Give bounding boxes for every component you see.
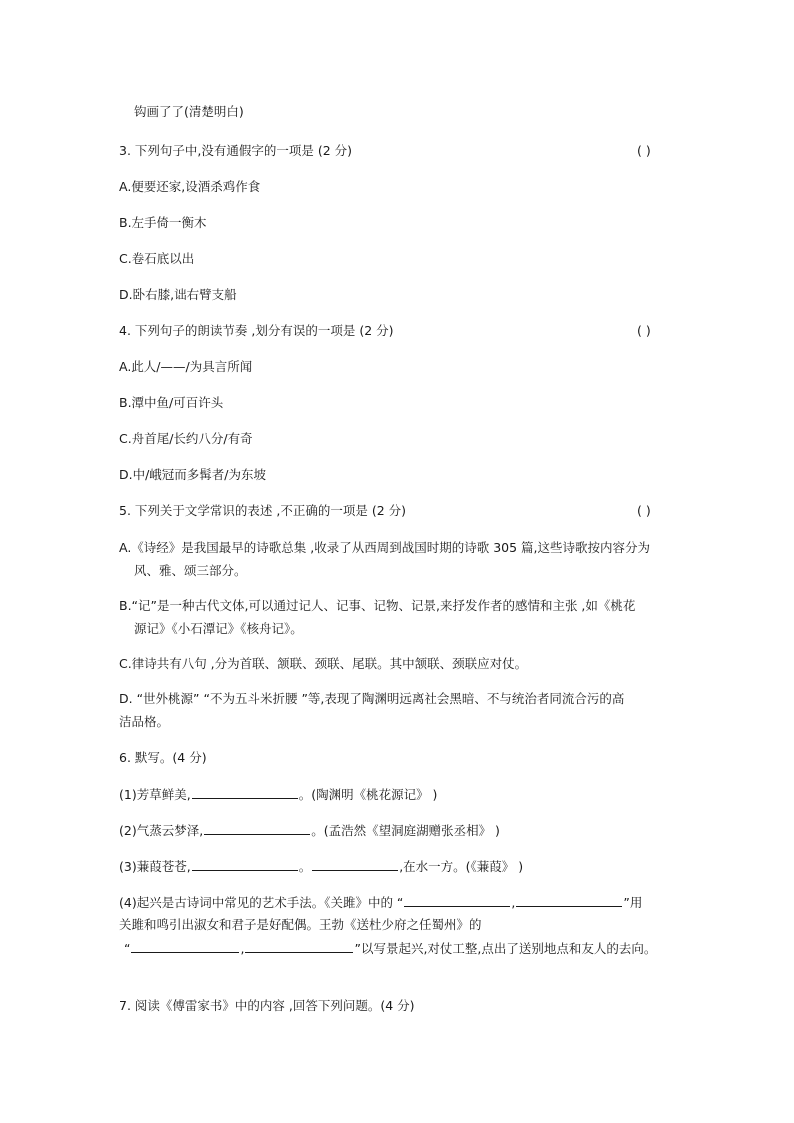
option-a: A.《诗经》是我国最早的诗歌总集 ,收录了从西周到战国时期的诗歌 305 篇,这些诗歌按内容分为 <box>119 540 651 555</box>
fill-in-text: ”用 <box>623 895 643 910</box>
question-6: 6. 默写。(4 分) <box>119 750 207 765</box>
answer-blank[interactable] <box>516 894 622 907</box>
fill-in-4-cont: 关雎和鸣引出淑女和君子是好配偶。王勃《送杜少府之任蜀州》的 <box>119 917 482 932</box>
answer-blank[interactable] <box>131 940 239 953</box>
fill-in-text: , <box>240 941 245 956</box>
answer-blank[interactable] <box>245 940 353 953</box>
fill-in-text: (4)起兴是古诗词中常见的艺术手法。《关雎》中的 “ <box>119 895 404 910</box>
answer-blank[interactable] <box>404 894 510 907</box>
option-d: D. “世外桃源” “不为五斗米折腰 ”等,表现了陶渊明远离社会黑暗、不与统治者同流合污的高 <box>119 691 625 706</box>
option-d: D.卧右膝,诎右臂支船 <box>119 287 237 302</box>
fill-in-text: ,在水一方。(《蒹葭》 ) <box>399 859 524 874</box>
fill-in-3 <box>119 858 523 875</box>
question-3: 3. 下列句子中,没有通假字的一项是 (2 分) <box>119 143 353 158</box>
fill-in-text: ”以写景起兴,对仗工整,点出了送别地点和友人的去向。 <box>354 941 657 956</box>
fill-in-text: 。(陶渊明《桃花源记》 ) <box>298 787 438 802</box>
answer-bracket: ( ) <box>637 143 651 158</box>
fill-in-text: (3)蒹葭苍苍, <box>119 859 191 874</box>
fill-in-text: 。(孟浩然《望洞庭湖赠张丞相》 ) <box>311 823 500 838</box>
option-a: A.此人/——/为具言所闻 <box>119 359 253 374</box>
answer-bracket: ( ) <box>637 503 651 518</box>
fill-in-4 <box>119 894 642 911</box>
fill-in-text: , <box>511 895 516 910</box>
answer-blank[interactable] <box>204 822 310 835</box>
option-b: B.左手倚一衡木 <box>119 215 207 230</box>
option-d-cont: 洁品格。 <box>119 714 170 729</box>
option-c: C.律诗共有八句 ,分为首联、颔联、颈联、尾联。其中颔联、颈联应对仗。 <box>119 656 528 671</box>
fill-in-text: 。 <box>298 859 312 874</box>
option-b: B.“记”是一种古代文体,可以通过记人、记事、记物、记景,来抒发作者的感情和主张 ,如《桃花 <box>119 598 636 613</box>
fill-in-text: (2)气蒸云梦泽, <box>119 823 204 838</box>
option-b: B.潭中鱼/可百许头 <box>119 395 224 410</box>
option-b-cont: 源记》《小石潭记》《核舟记》。 <box>134 621 303 636</box>
question-4: 4. 下列句子的朗读节奏 ,划分有误的一项是 (2 分) <box>119 323 394 338</box>
answer-bracket: ( ) <box>637 323 651 338</box>
option-d: D.中/峨冠而多髯者/为东坡 <box>119 467 267 482</box>
option-c: C.卷石底以出 <box>119 251 195 266</box>
text-line: 钩画了了(清楚明白) <box>134 104 244 119</box>
fill-in-4-cont <box>124 940 656 957</box>
question-5: 5. 下列关于文学常识的表述 ,不正确的一项是 (2 分) <box>119 503 407 518</box>
fill-in-text: (1)芳草鲜美, <box>119 787 191 802</box>
answer-blank[interactable] <box>312 858 398 871</box>
option-c: C.舟首尾/长约八分/有奇 <box>119 431 253 446</box>
answer-blank[interactable] <box>192 858 298 871</box>
answer-blank[interactable] <box>192 786 298 799</box>
option-a: A.便要还家,设酒杀鸡作食 <box>119 179 261 194</box>
fill-in-1 <box>119 786 437 803</box>
question-7: 7. 阅读《傅雷家书》中的内容 ,回答下列问题。(4 分) <box>119 998 415 1013</box>
fill-in-2 <box>119 822 500 839</box>
option-a-cont: 风、雅、颂三部分。 <box>134 563 247 578</box>
fill-in-text: “ <box>124 941 131 956</box>
